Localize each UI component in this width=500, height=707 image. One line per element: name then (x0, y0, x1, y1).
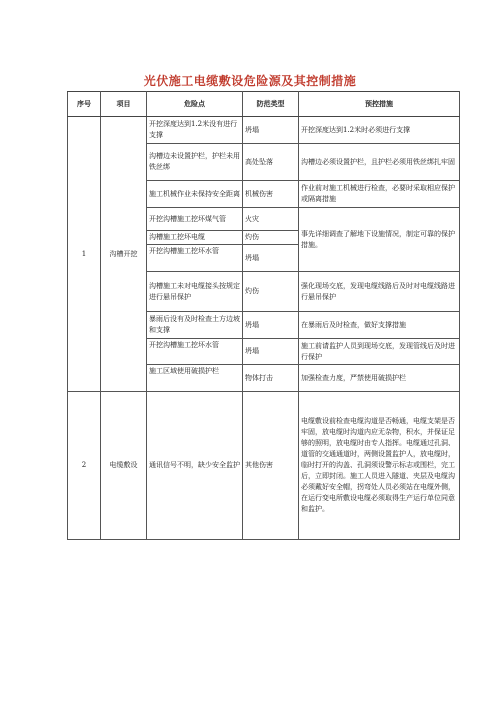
measure-cell: 事先详细调查了解地下设施情况，制定可靠的保护措施。 (299, 208, 460, 272)
measure-cell: 加强检查力度，严禁使用破损护栏 (299, 365, 460, 392)
type-cell: 坍塌 (243, 245, 299, 272)
hazard-table (67, 91, 460, 540)
measure-cell: 在暴雨后及时检查，做好支撑措施 (299, 312, 460, 339)
hazard-cell: 开挖沟槽施工挖坏煤气管 (147, 208, 243, 231)
hazard-cell: 沟槽施工未对电缆接头按规定进行悬吊保护 (147, 272, 243, 312)
type-cell: 火灾 (243, 208, 299, 231)
hazard-cell: 施工区域使用破损护栏 (147, 365, 243, 392)
hazard-cell: 开挖沟槽施工挖坏水管 (147, 339, 243, 365)
header-project: 项目 (101, 92, 147, 117)
row-number: 2 (68, 392, 101, 540)
row-number: 1 (68, 117, 101, 392)
measure-cell: 作业前对施工机械进行检查，必要时采取相应保护或隔离措施 (299, 181, 460, 208)
type-cell: 高处坠落 (243, 144, 299, 181)
header-measure: 预控措施 (299, 92, 460, 117)
type-cell: 坍塌 (243, 312, 299, 339)
header-type: 防范类型 (243, 92, 299, 117)
table-header-row (68, 92, 460, 117)
measure-cell: 施工前请监护人员到现场交底，发现管线后及时进行保护 (299, 339, 460, 365)
document-title: 光伏施工电缆敷设危险源及其控制措施 (143, 74, 357, 88)
hazard-cell: 通讯信号不明，缺少安全监护 (147, 392, 243, 540)
hazard-cell: 开挖深度达到1.2米没有进行支撑 (147, 117, 243, 144)
hazard-cell: 暴雨后没有及时检查土方边坡和支撑 (147, 312, 243, 339)
table-row (68, 392, 460, 540)
measure-cell: 开挖深度达到1.2米时必须进行支撑 (299, 117, 460, 144)
header-hazard: 危险点 (147, 92, 243, 117)
measure-cell: 强化现场交底，发现电缆线路后及时对电缆线路进行悬吊保护 (299, 272, 460, 312)
header-no: 序号 (68, 92, 101, 117)
measure-cell: 沟槽边必须设置护栏，且护栏必须用铁丝绑扎牢固 (299, 144, 460, 181)
type-cell: 坍塌 (243, 339, 299, 365)
hazard-cell: 沟槽边未设置护栏，护栏未用铁丝绑 (147, 144, 243, 181)
table-row (68, 117, 460, 144)
type-cell: 灼伤 (243, 272, 299, 312)
hazard-cell: 施工机械作业未保持安全距离 (147, 181, 243, 208)
type-cell: 其他伤害 (243, 392, 299, 540)
project-name: 电缆敷设 (101, 392, 147, 540)
hazard-cell: 沟槽施工挖坏电缆 (147, 231, 243, 245)
project-name: 沟槽开挖 (101, 117, 147, 392)
type-cell: 灼伤 (243, 231, 299, 245)
type-cell: 物体打击 (243, 365, 299, 392)
measure-cell: 电缆敷设前检查电缆沟道是否畅通，电缆支架是否牢固，放电缆时沟道内应无杂物，积水，并保证足够的照明，放电缆时由专人指挥。电缆通过孔洞、道管的交通通道时，两侧设置监护人，放电缆时，临时打开的沟盖、孔洞须设警示标志或围栏，完工后，立即封闭。施工人员进入隧道、夹层及电缆沟必须戴好安全帽，拐弯处人员必须站在电缆外侧，在运行变电所敷设电缆必须取得生产运行单位同意和监护。 (299, 392, 460, 540)
type-cell: 机械伤害 (243, 181, 299, 208)
type-cell: 坍塌 (243, 117, 299, 144)
hazard-cell: 开挖沟槽施工挖坏水管 (147, 245, 243, 272)
